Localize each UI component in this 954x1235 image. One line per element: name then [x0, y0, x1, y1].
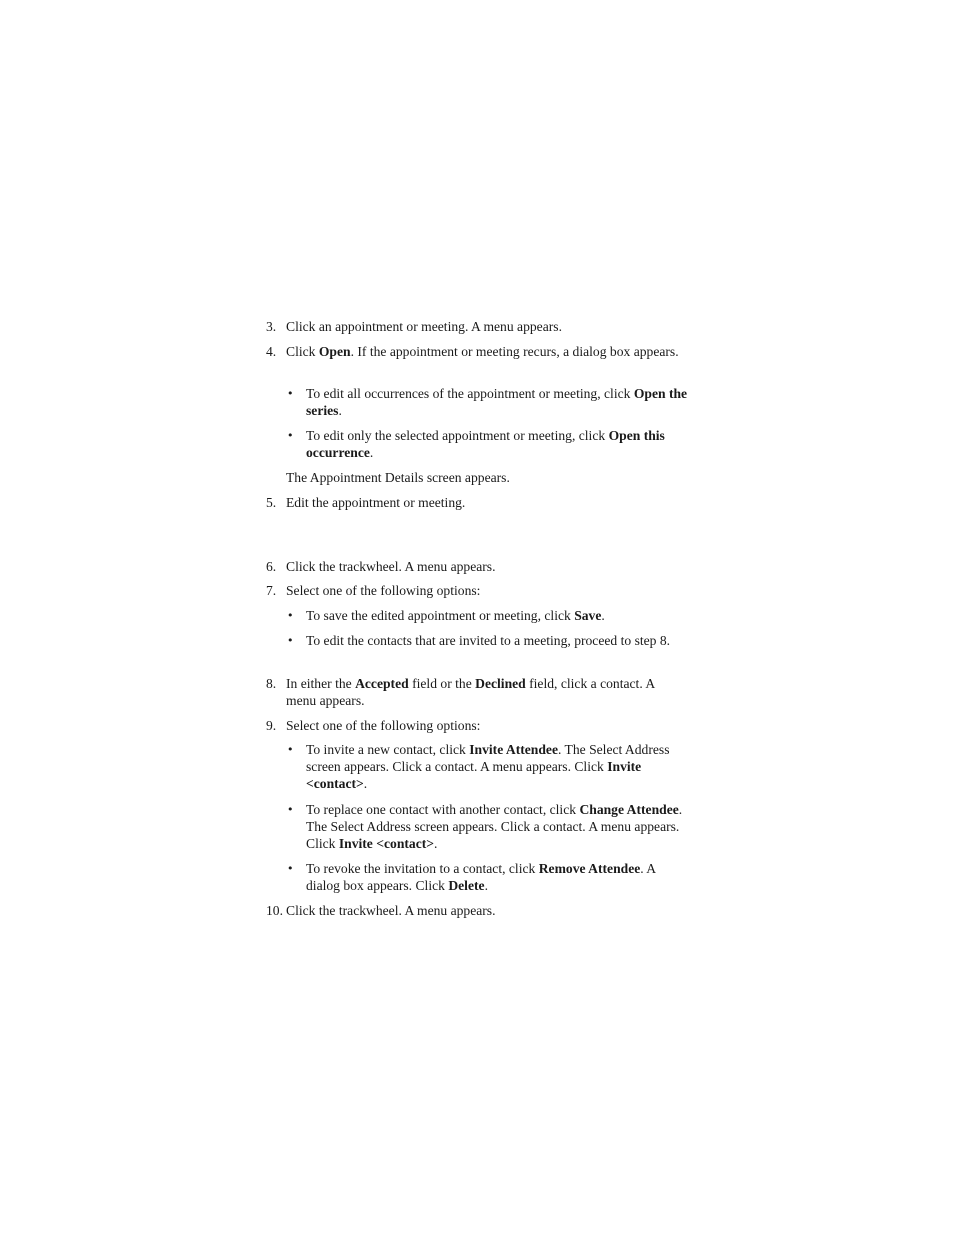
bullet-text: [306, 860, 690, 894]
bullet-text-pre: To invite a new contact, click: [306, 742, 470, 757]
step-text: [286, 582, 686, 599]
bullet-text-mid: . A dialog box appears. Click: [306, 861, 656, 894]
step-8-bold-accepted: Accepted: [355, 676, 409, 691]
step-text: [286, 902, 686, 919]
bullet-text-post: .: [369, 445, 374, 461]
step-text: [286, 558, 686, 575]
step-7-bullet-1: [287, 607, 696, 624]
bullet-text-pre: To revoke the invitation to a contact, click: [306, 861, 539, 876]
bullet-bold: Save: [574, 608, 602, 623]
step-8-text-mid: field or the: [408, 676, 476, 691]
step-9-bullet-3: [287, 860, 696, 894]
bullet-text-post: .: [601, 608, 605, 623]
step-7-text: Select one of the following options:: [286, 583, 481, 598]
bullet-icon: •: [287, 862, 294, 875]
bullet-bold-1: Change Attendee: [579, 802, 679, 817]
bullet-text: [306, 741, 690, 793]
step-8-text-post: field, click a contact. A menu appears.: [286, 676, 655, 709]
bullet-text-pre: To save the edited appointment or meeting, click: [306, 608, 575, 623]
step-number: 8.: [266, 676, 277, 691]
step-number: 10.: [266, 903, 283, 918]
step-9: [266, 717, 696, 734]
bullet-text-mid: . The Select Address screen appears. Click a contact. A menu appears. Click: [306, 742, 670, 775]
step-4-result-note: The Appointment Details screen appears.: [286, 470, 510, 485]
step-7-bullet-2: [287, 632, 696, 649]
step-6: [266, 558, 696, 575]
step-text: [286, 675, 686, 709]
bullet-text-mid: . The Select Address screen appears. Click a contact. A menu appears. Click: [306, 802, 683, 852]
step-5-text: Edit the appointment or meeting.: [286, 495, 466, 510]
bullet-text-post: .: [363, 776, 368, 792]
step-10-text: Click the trackwheel. A menu appears.: [286, 903, 496, 918]
step-text: [286, 717, 686, 734]
bullet-icon: •: [287, 429, 294, 442]
step-number: 7.: [266, 583, 277, 598]
step-number: 3.: [266, 319, 277, 334]
step-3: [266, 318, 696, 335]
step-9-text: Select one of the following options:: [286, 718, 481, 733]
bullet-text: To edit the contacts that are invited to a meeting, proceed to step 8.: [306, 633, 671, 648]
bullet-text-pre: To edit only the selected appointment or meeting, click: [306, 428, 609, 443]
step-3-text: Click an appointment or meeting. A menu appears.: [286, 319, 562, 334]
step-text: [286, 343, 686, 360]
bullet-text-post: .: [434, 836, 438, 852]
step-4-text-pre: Click: [286, 344, 319, 359]
step-7: [266, 582, 696, 599]
bullet-text-pre: To replace one contact with another contact, click: [306, 802, 580, 817]
bullet-icon: •: [287, 609, 294, 622]
step-4: [266, 343, 696, 360]
bullet-bold: Open the series: [306, 386, 688, 419]
bullet-text: [306, 427, 690, 461]
step-9-bullet-2: [287, 801, 696, 853]
bullet-text-post: .: [484, 878, 488, 894]
bullet-text: [306, 632, 690, 649]
bullet-bold-1: Remove Attendee: [538, 861, 641, 876]
bullet-icon: •: [287, 803, 294, 816]
step-number: 4.: [266, 344, 277, 359]
bullet-bold-2: Delete: [448, 878, 485, 894]
bullet-text: [306, 385, 690, 419]
step-9-bullet-1: [287, 741, 696, 793]
step-4-bold: Open: [318, 344, 351, 359]
step-number: 5.: [266, 495, 277, 510]
bullet-icon: •: [287, 387, 294, 400]
bullet-bold: Open this occurrence: [306, 428, 665, 461]
step-text: [286, 494, 686, 511]
bullet-text: [306, 607, 690, 624]
step-number: 9.: [266, 718, 277, 733]
bullet-text-pre: To edit all occurrences of the appointment or meeting, click: [306, 386, 634, 401]
step-4-bullet-1: [287, 385, 696, 419]
step-4-text-post: . If the appointment or meeting recurs, a dialog box appears.: [350, 344, 679, 359]
step-text: [286, 318, 686, 335]
step-8: [266, 675, 696, 709]
step-5: [266, 494, 696, 511]
step-number: 6.: [266, 559, 277, 574]
bullet-bold-2: Invite <contact>: [306, 759, 642, 792]
step-10: [266, 902, 696, 919]
bullet-icon: •: [287, 743, 294, 756]
bullet-text-post: .: [338, 403, 342, 419]
bullet-bold-2: Invite <contact>: [338, 836, 435, 852]
step-8-bold-declined: Declined: [475, 676, 526, 691]
bullet-icon: •: [287, 634, 294, 647]
bullet-bold-1: Invite Attendee: [469, 742, 558, 757]
step-4-bullet-2: [287, 427, 696, 461]
bullet-text: [306, 801, 690, 853]
step-8-text-pre: In either the: [286, 676, 356, 691]
step-6-text: Click the trackwheel. A menu appears.: [286, 559, 496, 574]
